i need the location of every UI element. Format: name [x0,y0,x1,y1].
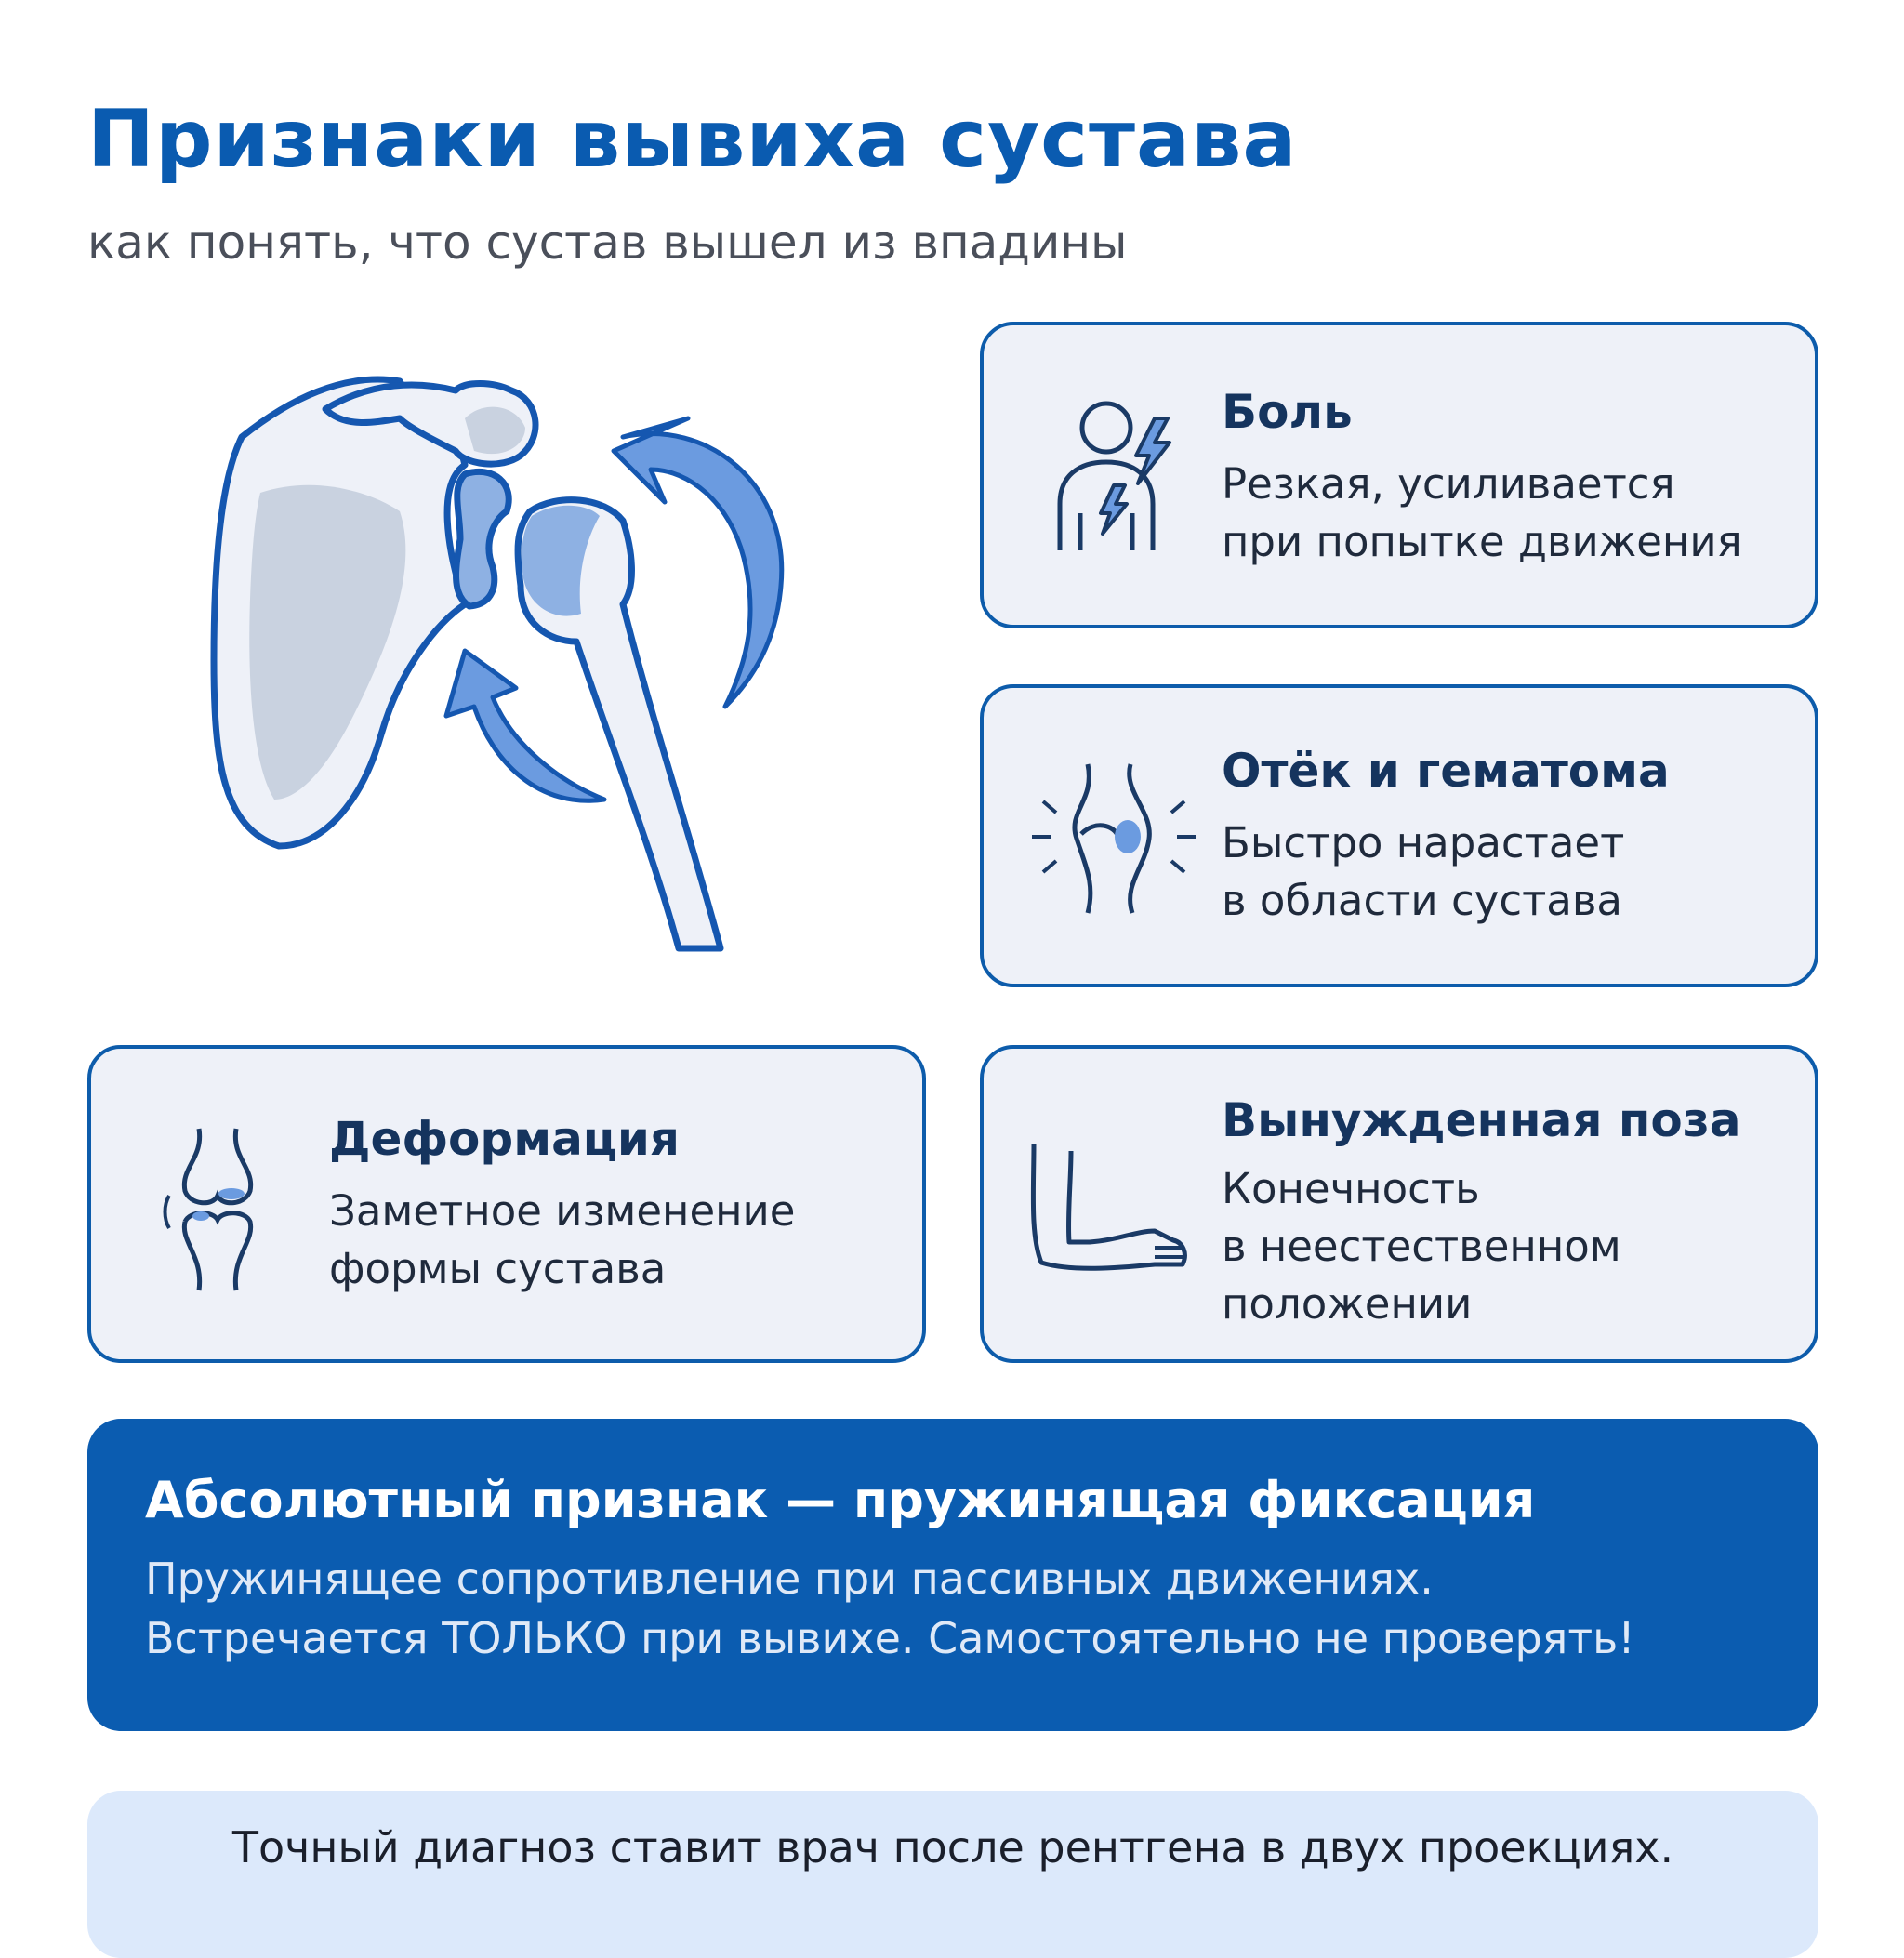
card-deformation-title: Деформация [329,1112,681,1166]
absolute-sign-title: Абсолютный признак — пружинящая фиксация [145,1471,1536,1529]
card-swelling-line: в области сустава [1222,876,1622,925]
card-swelling-title: Отёк и гематома [1222,744,1670,798]
card-pain [980,322,1818,628]
card-pain-line: Резкая, усиливается [1222,459,1675,509]
bent-arm-icon [1025,1132,1192,1281]
card-deformation-text [329,1183,795,1298]
page-title: Признаки вывиха сустава [87,93,1298,186]
absolute-sign-text [145,1549,1635,1668]
person-pain-lightning-icon [1041,392,1181,560]
card-posture-line: положении [1222,1279,1473,1329]
absolute-sign-line: Встречается ТОЛЬКО при вывихе. Самостоятельно не проверять! [145,1613,1635,1663]
glenoid-cavity [456,471,509,606]
swollen-joint-icon [1030,755,1197,922]
card-pain-title: Боль [1222,385,1353,439]
card-deformation [87,1045,926,1363]
card-swelling-text [1222,814,1624,930]
scapula-shade [249,485,405,800]
card-deformation-line: формы сустава [329,1244,667,1293]
page-subtitle: как понять, что сустав вышел из впадины [87,216,1128,270]
absolute-sign-banner [87,1419,1818,1731]
diagnosis-note [87,1791,1818,1958]
arrow-up-left [446,651,604,800]
card-deformation-line: Заметное изменение [329,1186,796,1236]
dislocated-shoulder-joint-illustration [186,363,818,958]
card-pain-text [1222,456,1742,571]
card-swelling [980,684,1818,987]
card-posture-line: Конечность [1222,1164,1480,1213]
card-posture [980,1045,1818,1363]
absolute-sign-line: Пружинящее сопротивление при пассивных движениях. [145,1554,1434,1604]
card-swelling-line: Быстро нарастает [1222,818,1625,867]
card-posture-text [1222,1160,1621,1333]
diagnosis-note-text: Точный диагноз ставит врач после рентгена в двух проекциях. [231,1822,1674,1872]
card-posture-title: Вынужденная поза [1222,1093,1741,1147]
card-pain-line: при попытке движения [1222,517,1742,566]
card-posture-line: в неестественном [1222,1222,1621,1271]
deformed-knee-joint-icon [162,1121,273,1298]
